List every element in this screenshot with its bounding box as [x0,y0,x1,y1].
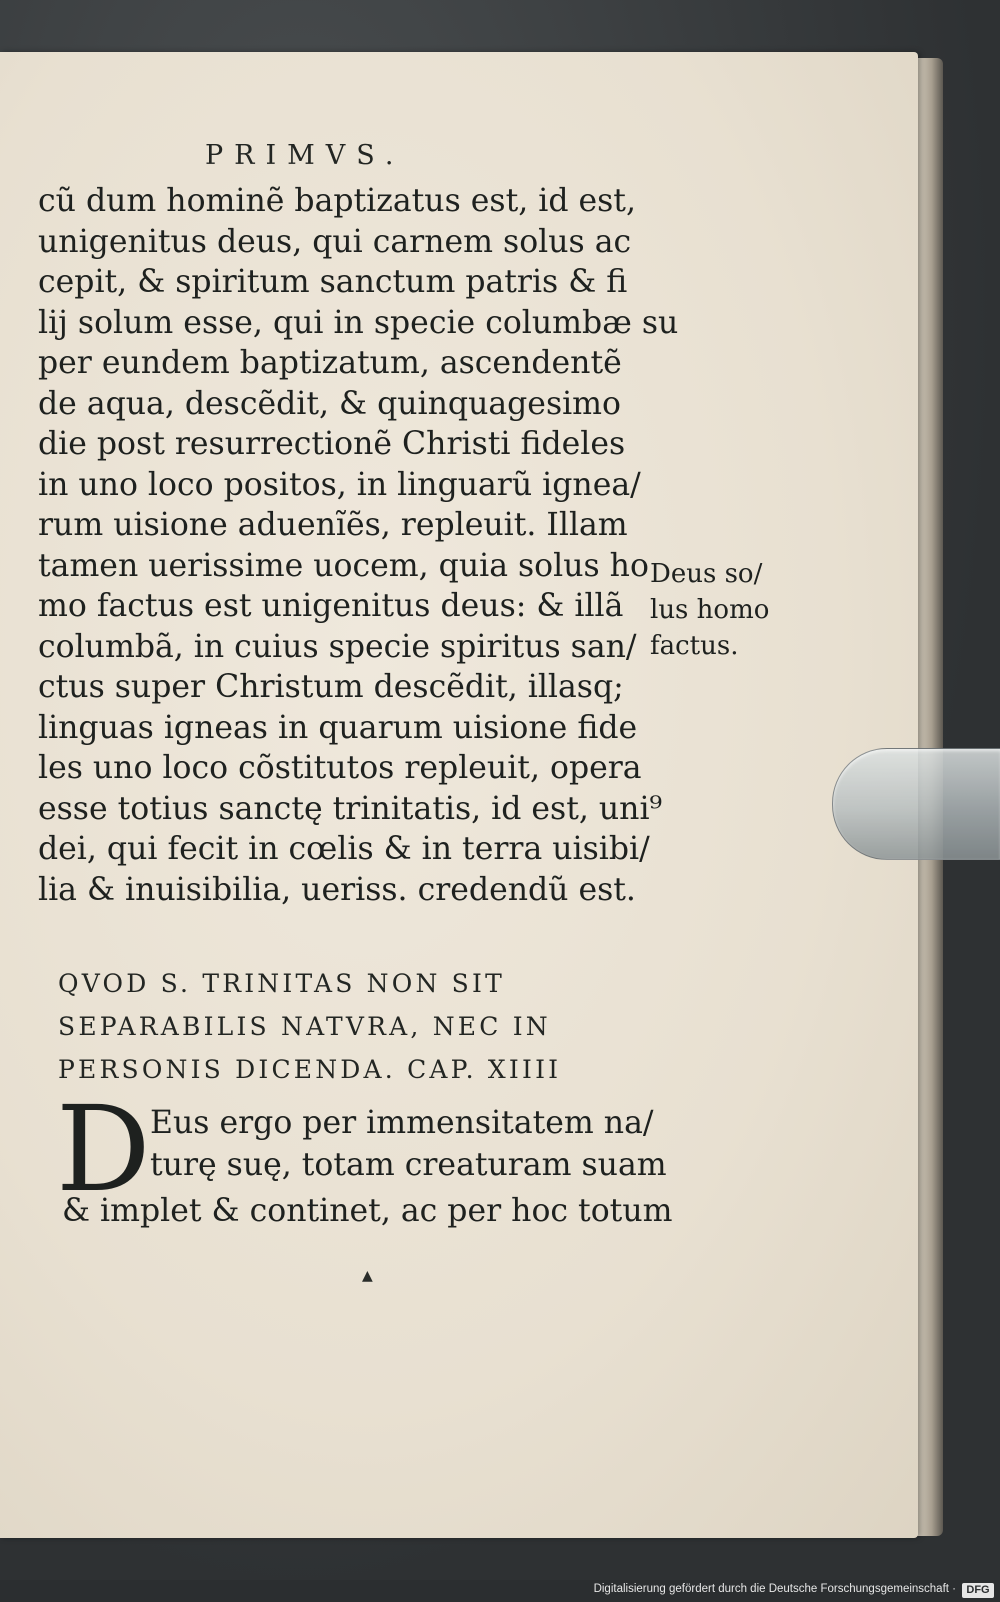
dfg-logo: DFG [962,1583,994,1598]
body-line: die post resurrectionẽ Christi fideles [38,426,626,462]
heading-line: QVOD S. TRINITAS NON SIT [58,969,505,998]
marginal-note [650,556,790,664]
heading-line: SEPARABILIS NATVRA, NEC IN [58,1012,551,1041]
marginal-line: factus. [650,631,739,661]
body-line: columbã, in cuius specie spiritus san/ [38,628,637,665]
initial-line: Eus ergo per immensitatem na/ [150,1105,654,1141]
footer-credit: Digitalisierung gefördert durch die Deutsche Forschungsgemeinschaft · [593,1583,956,1595]
body-line: dei, qui fecit in cœlis & in terra uisibi/ [38,831,650,867]
body-line: mo factus est unigenitus deus: & illã [38,588,624,624]
initial-text [150,1102,690,1186]
body-line: rum uisione aduenĩẽs, repleuit. Illam [38,507,628,543]
initial-line: turę suę, totam creaturam suam [150,1147,667,1183]
body-text [38,181,678,910]
body-line: de aqua, descẽdit, & quinquagesimo [38,385,622,422]
body-line: lij solum esse, qui in specie columbæ su [38,304,679,341]
initial-letter: D [56,1080,151,1218]
body-line: unigenitus deus, qui carnem solus ac [38,223,632,260]
body-line: ctus super Christum descẽdit, illasq; [38,669,624,705]
body-line: in uno loco positos, in linguarũ ignea/ [38,466,641,503]
marginal-line: lus homo [650,595,770,625]
body-line: les uno loco cõstitutos repleuit, opera [38,750,642,786]
running-head: PRIMVS. [205,140,405,171]
marginal-line: Deus so/ [650,559,763,589]
body-line: esse totius sanctę trinitatis, id est, uni⁹ [38,790,663,827]
body-line: cũ dum hominẽ baptizatus est, id est, [38,183,636,219]
signature-mark: ▲ [362,1268,373,1284]
final-line: & implet & continet, ac per hoc totum [62,1193,673,1229]
heading-line: PERSONIS DICENDA. CAP. XIIII [58,1055,562,1084]
body-line: linguas igneas in quarum uisione fide [38,709,638,746]
page-clip [832,748,1000,860]
body-line: cepit, & spiritum sanctum patris & fi [38,264,628,300]
body-line: lia & inuisibilia, ueriss. credendũ est. [38,871,636,908]
body-line: tamen uerissime uocem, quia solus ho [38,547,649,584]
chapter-heading [58,962,678,1091]
body-line: per eundem baptizatum, ascendentẽ [38,345,622,381]
